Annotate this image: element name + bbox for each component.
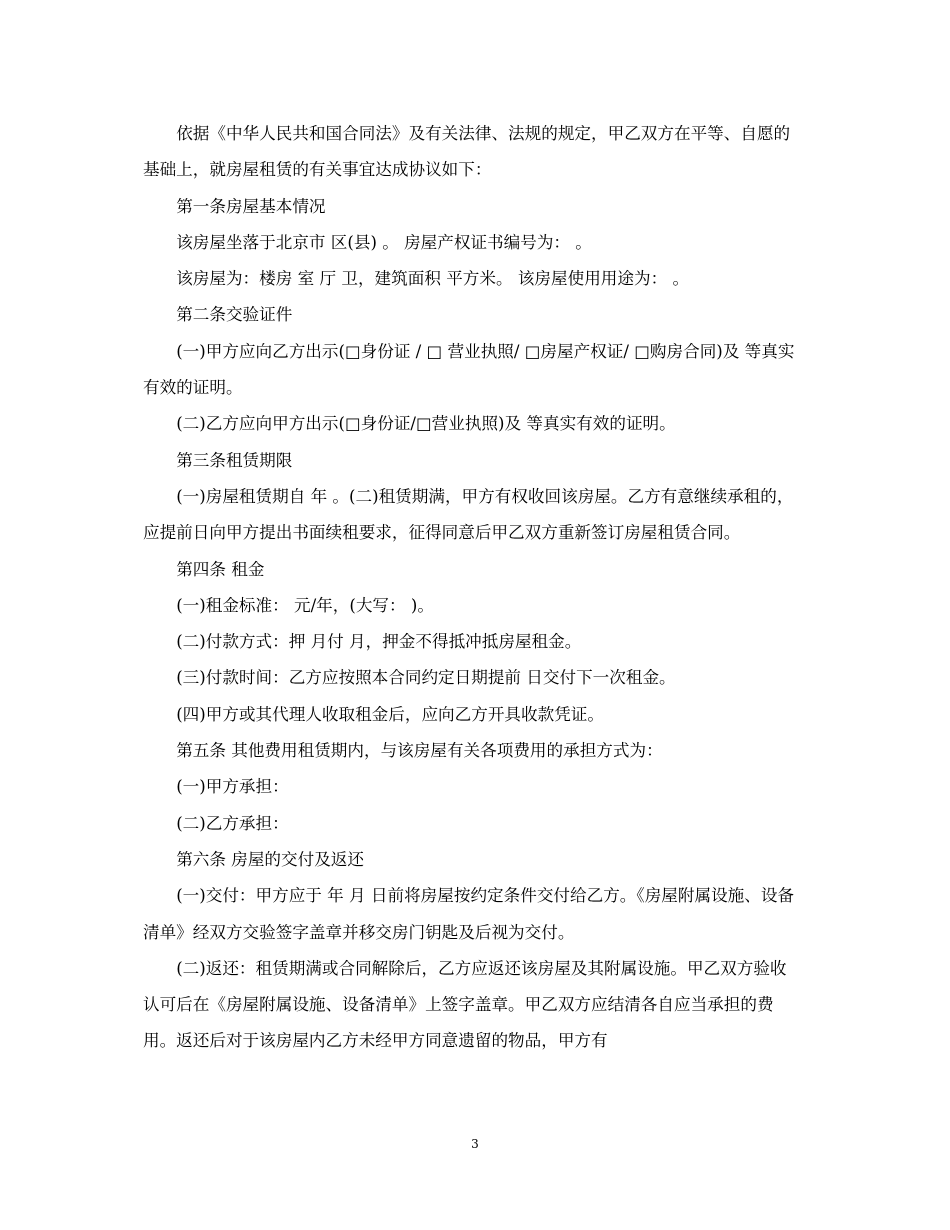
- document-body: [143, 116, 803, 1060]
- paragraph-location: 该房屋坐落于北京市 区(县) 。 房屋产权证书编号为： 。: [176, 232, 592, 252]
- paragraph-delivery: (一)交付：甲方应于 年 月 日前将房屋按约定条件交付给乙方。《房屋附属设施、设备清单》经双方交验签字盖章并移交房门钥匙及后视为交付。: [143, 886, 795, 942]
- paragraph-rent-standard: (一)租金标准： 元/年，(大写： )。: [176, 595, 434, 615]
- paragraph-party-b-documents: (二)乙方应向甲方出示(□身份证/□营业执照)及 等真实有效的证明。: [176, 414, 676, 434]
- page-number: 3: [471, 1137, 479, 1151]
- paragraph-property-type: 该房屋为：楼房 室 厅 卫，建筑面积 平方米。 该房屋使用用途为： 。: [176, 269, 690, 289]
- heading-article-6: 第六条 房屋的交付及返还: [176, 849, 364, 869]
- paragraph-payment-method: (二)付款方式：押 月付 月，押金不得抵冲抵房屋租金。: [176, 632, 582, 652]
- paragraph-intro: 依据《中华人民共和国合同法》及有关法律、法规的规定，甲乙双方在平等、自愿的基础上，就房屋租赁的有关事宜达成协议如下：: [143, 124, 791, 180]
- heading-article-5: 第五条 其他费用租赁期内，与该房屋有关各项费用的承担方式为：: [176, 741, 663, 761]
- paragraph-party-a-costs: (一)甲方承担：: [176, 777, 289, 797]
- heading-article-2: 第二条交验证件: [176, 305, 293, 325]
- paragraph-payment-time: (三)付款时间：乙方应按照本合同约定日期提前 日交付下一次租金。: [176, 668, 676, 688]
- paragraph-return: (二)返还：租赁期满或合同解除后，乙方应返还该房屋及其附属设施。甲乙双方验收认可后在《房屋附属设施、设备清单》上签字盖章。甲乙双方应结清各自应当承担的费用。返还后对于该房屋内乙方未经甲方同意遗留的物品，甲方有: [143, 958, 787, 1051]
- paragraph-receipt: (四)甲方或其代理人收取租金后，应向乙方开具收款凭证。: [176, 704, 604, 724]
- paragraph-party-a-documents: (一)甲方应向乙方出示(□身份证 / □ 营业执照/ □房屋产权证/ □购房合同)及 等真实有效的证明。: [143, 341, 795, 398]
- paragraph-party-b-costs: (二)乙方承担：: [176, 813, 289, 833]
- heading-article-1: 第一条房屋基本情况: [176, 196, 326, 216]
- heading-article-4: 第四条 租金: [176, 559, 265, 579]
- heading-article-3: 第三条租赁期限: [176, 450, 293, 470]
- paragraph-lease-term: (一)房屋租赁期自 年 。(二)租赁期满，甲方有权收回该房屋。乙方有意继续承租的，应提前日向甲方提出书面续租要求，征得同意后甲乙双方重新签订房屋租赁合同。: [143, 486, 794, 543]
